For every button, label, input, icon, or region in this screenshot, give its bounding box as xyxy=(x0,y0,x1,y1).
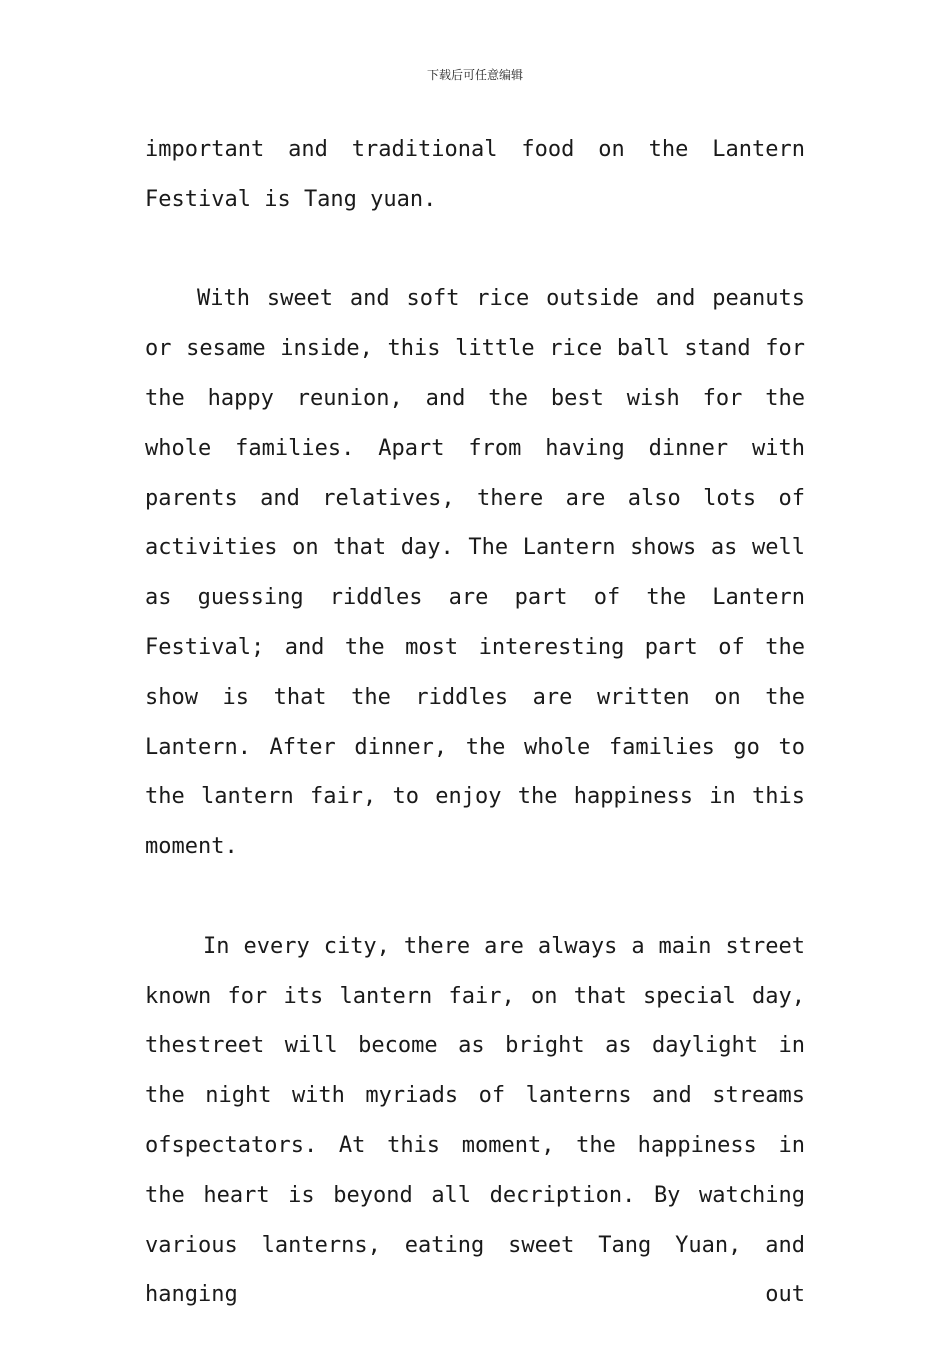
header-note: 下载后可任意编辑 xyxy=(426,68,523,82)
paragraph-lantern-fair: In every city, there are always a main street known for its lantern fair, on that special day, thestreet will become as bright as daylight in the night with myriads of lanterns and streams ofspectators. At this moment, the happiness in the heart is beyond all decription. By watching various lanterns, eating sweet Tang Yuan, and hanging out xyxy=(145,933,805,1308)
paragraph-continuation: important and traditional food on the Lantern Festival is Tang yuan. xyxy=(145,137,805,212)
paragraph-tang-yuan: With sweet and soft rice outside and peanuts or sesame inside, this little rice ball stand for the happy reunion, and the best wish for the whole families. Apart from having dinner with parents and relatives, there are also lots of activities on that day. The Lantern shows as well as guessing riddles are part of the Lantern Festival; and the most interesting part of the show is that the riddles are written on the Lantern. After dinner, the whole families go to the lantern fair, to enjoy the happiness in this moment. xyxy=(145,286,805,860)
document-body xyxy=(145,125,805,1370)
